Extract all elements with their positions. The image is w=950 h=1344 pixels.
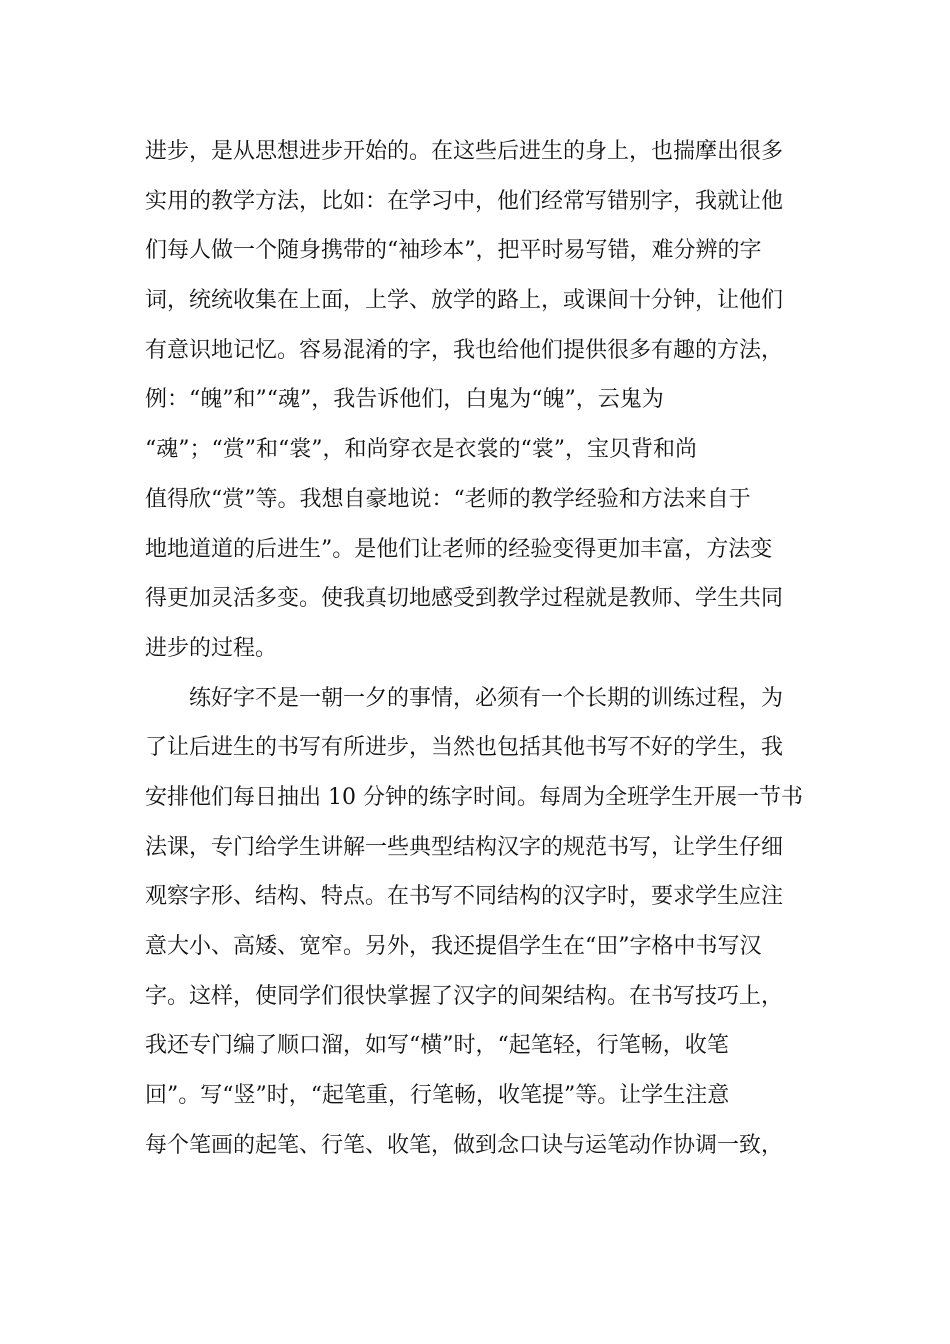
text-line: 字。这样，使同学们很快掌握了汉字的间架结构。在书写技巧上， [145, 983, 784, 1009]
text-line: 回”。写“竖”时，“起笔重，行笔畅，收笔提”等。让学生注意 [145, 1083, 730, 1109]
text-line: “魂”；“赏”和“裳”，和尚穿衣是衣裳的“裳”，宝贝背和尚 [145, 437, 697, 463]
text-line: 们每人做一个随身携带的“袖珍本”，把平时易写错，难分辨的字 [145, 238, 762, 264]
text-line: 意大小、高矮、宽窄。另外，我还提倡学生在“田”字格中书写汉 [145, 934, 762, 959]
text-line: 进步，是从思想进步开始的。在这些后进生的身上，也揣摩出很多 [145, 139, 784, 164]
text-line: 进步的过程。 [145, 635, 278, 661]
text-line: 地地道道的后进生”。是他们让老师的经验变得更加丰富，方法变 [145, 536, 773, 562]
text-line [145, 1170, 810, 1220]
text-line: 观察字形、结构、特点。在书写不同结构的汉字时，要求学生应注 [145, 884, 784, 910]
text-line: 安排他们每日抽出 10 分钟的练字时间。每周为全班学生开展一节书 [145, 784, 803, 810]
text-line: 值得欣“赏”等。我想自豪地说：“老师的教学经验和方法来自于 [145, 486, 751, 512]
text-line: 我还专门编了顺口溜，如写“横”时，“起笔轻，行笔畅，收笔 [145, 1033, 729, 1059]
text-line: 法课，专门给学生讲解一些典型结构汉字的规范书写，让学生仔细 [145, 834, 784, 860]
text-line: 有意识地记忆。容易混淆的字，我也给他们提供很多有趣的方法， [145, 337, 784, 363]
text-line: 实用的教学方法，比如：在学习中，他们经常写错别字，我就让他 [145, 188, 784, 214]
text-line: 得更加灵活多变。使我真切地感受到教学过程就是教师、学生共同 [145, 586, 784, 612]
text-line: 了让后进生的书写有所进步，当然也包括其他书写不好的学生，我 [145, 735, 784, 761]
paragraph-first-line: 练好字不是一朝一夕的事情，必须有一个长期的训练过程，为 [189, 685, 784, 711]
text-line: 词，统统收集在上面，上学、放学的路上，或课间十分钟，让他们 [145, 288, 784, 314]
body-text [145, 127, 810, 1220]
text-line: 例：“魄”和”“魂”，我告诉他们，白鬼为“魄”，云鬼为 [145, 387, 664, 413]
text-line: 每个笔画的起笔、行笔、收笔，做到念口诀与运笔动作协调一致， [145, 1132, 784, 1158]
